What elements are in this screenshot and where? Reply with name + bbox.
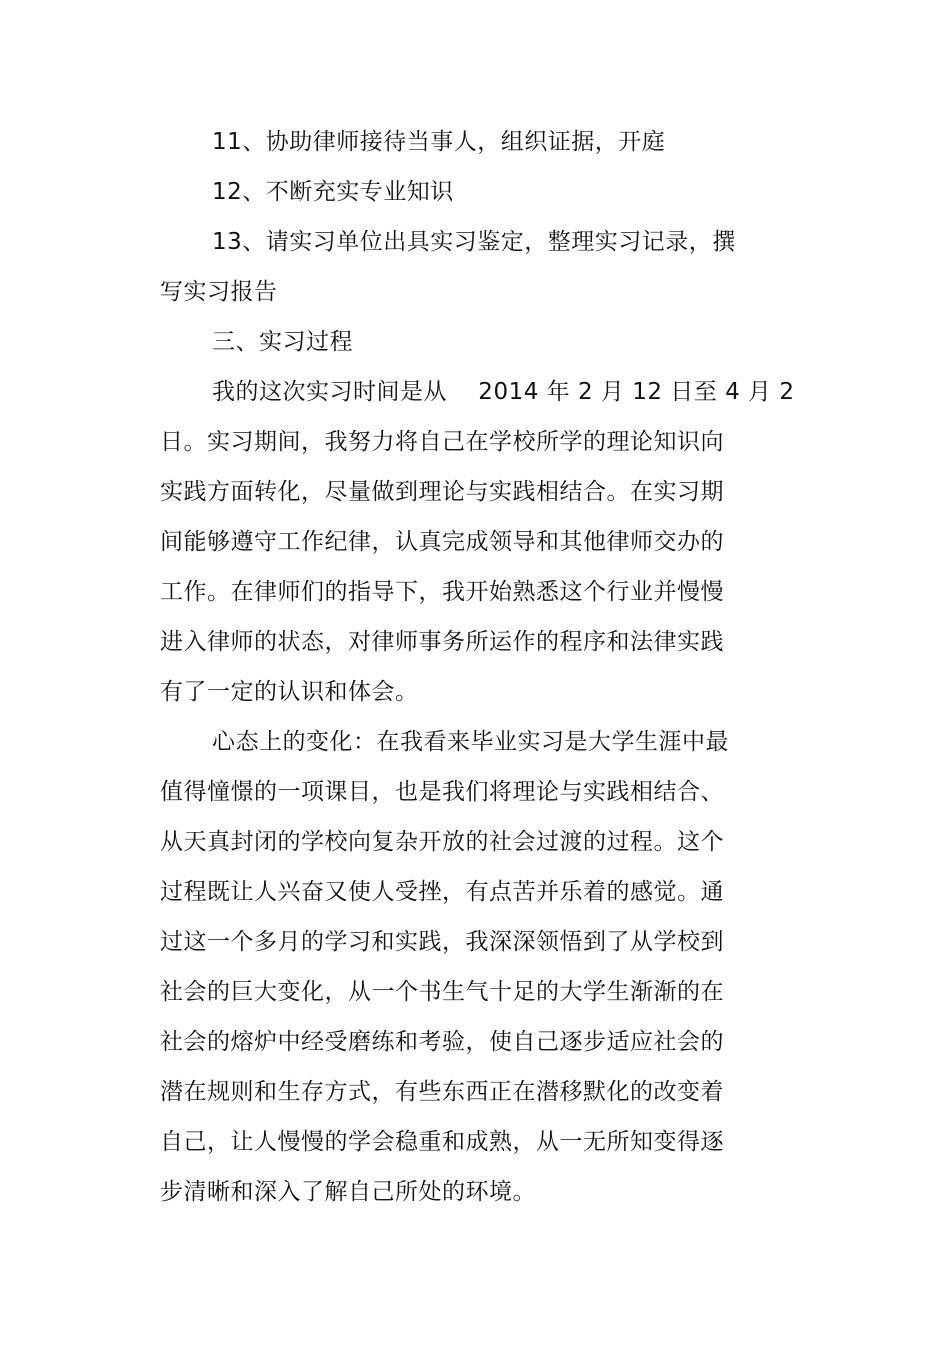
paragraph-line: 社会的巨大变化，从一个书生气十足的大学生渐渐的在 <box>160 979 724 1005</box>
paragraph-line: 进入律师的状态，对律师事务所运作的程序和法律实践 <box>160 629 724 655</box>
paragraph-line: 工作。在律师们的指导下，我开始熟悉这个行业并慢慢 <box>160 579 724 605</box>
section-heading: 三、实习过程 <box>212 329 353 355</box>
paragraph-line: 社会的熔炉中经受磨练和考验，使自己逐步适应社会的 <box>160 1029 724 1055</box>
paragraph-line: 过这一个多月的学习和实践，我深深领悟到了从学校到 <box>160 929 724 955</box>
paragraph-line: 日。实习期间，我努力将自己在学校所学的理论知识向 <box>160 429 724 455</box>
list-item-13: 13、请实习单位出具实习鉴定，整理实习记录，撰 <box>212 229 736 255</box>
list-item-11: 11、协助律师接待当事人，组织证据，开庭 <box>212 129 666 155</box>
paragraph-line: 过程既让人兴奋又使人受挫，有点苦并乐着的感觉。通 <box>160 879 724 905</box>
list-item-12: 12、不断充实专业知识 <box>212 179 454 205</box>
paragraph-line: 实践方面转化，尽量做到理论与实践相结合。在实习期 <box>160 479 724 505</box>
paragraph-line: 有了一定的认识和体会。 <box>160 679 419 705</box>
list-item-13-continuation: 写实习报告 <box>160 279 278 305</box>
paragraph-line: 从天真封闭的学校向复杂开放的社会过渡的过程。这个 <box>160 829 724 855</box>
paragraph-line: 自己，让人慢慢的学会稳重和成熟，从一无所知变得逐 <box>160 1129 724 1155</box>
paragraph-line: 潜在规则和生存方式，有些东西正在潜移默化的改变着 <box>160 1079 724 1105</box>
paragraph-line: 值得憧憬的一项课目，也是我们将理论与实践相结合、 <box>160 779 724 805</box>
paragraph-line: 步清晰和深入了解自己所处的环境。 <box>160 1179 536 1205</box>
paragraph-line: 间能够遵守工作纪律，认真完成领导和其他律师交办的 <box>160 529 724 555</box>
paragraph-line: 心态上的变化：在我看来毕业实习是大学生涯中最 <box>212 729 729 755</box>
paragraph-line: 我的这次实习时间是从 2014 年 2 月 12 日至 4 月 2 <box>212 379 795 405</box>
